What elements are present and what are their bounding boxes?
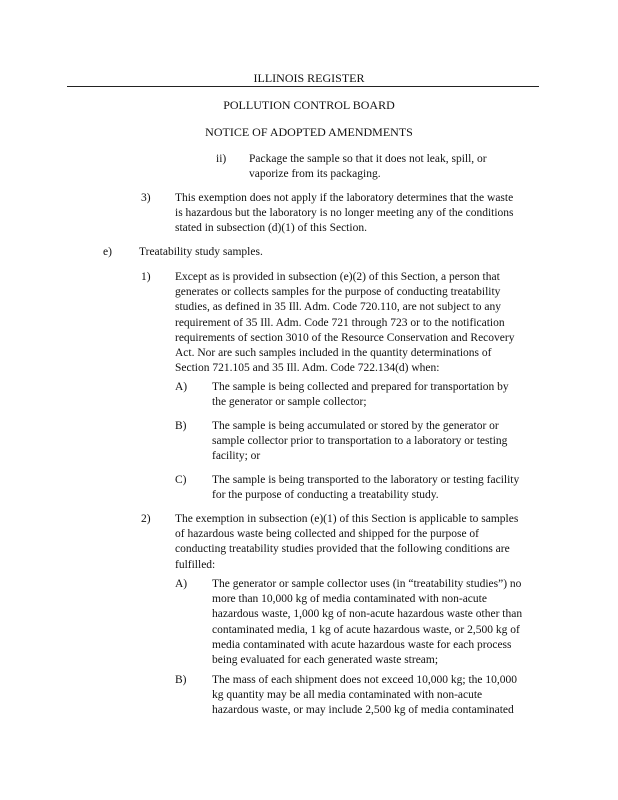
item-text-e: Treatability study samples. (139, 246, 263, 258)
item-text-e1: Except as is provided in subsection (e)(2) of this Section, a person that generates or collects samples for the purpose of conducting treatability studies, as defined in 35 Ill. Adm. Code 720.110, are not subject to any requirement of 35 Ill. Adm. Code 721 through 723 or to the notification requirements of section 3010 of the Resource Conservation and Recovery Act. Nor are such samples included in the quantity determinations of Section 721.105 and 35 Ill. Adm. Code 722.134(d) when: (175, 271, 515, 375)
item-label-3: 3) (141, 192, 151, 204)
item-text-e1a: The sample is being collected and prepared for transportation by the generator or sample collector; (212, 381, 509, 409)
item-label-ii: ii) (216, 153, 227, 165)
item-label-e1b: B) (175, 420, 187, 432)
item-text-e2a: The generator or sample collector uses (in “treatability studies”) no more than 10,000 kg of media contaminated with non-acute hazardous waste, 1,000 kg of non-acute hazardous waste other than contaminated media, 1 kg of acute hazardous waste, or 2,500 kg of media contaminated with acute hazardous waste for each process being evaluated for each generated waste stream; (212, 578, 523, 667)
item-label-e1: 1) (141, 271, 151, 283)
item-label-e2a: A) (175, 578, 188, 590)
header-rule (67, 86, 539, 87)
item-text-e1b: The sample is being accumulated or stored by the generator or sample collector prior to transportation to a laboratory or testing facility; or (212, 420, 508, 463)
item-text-e2: The exemption in subsection (e)(1) of this Section is applicable to samples of hazardous waste being collected and shipped for the purpose of conducting treatability studies provided that the following conditions are fulfilled: (175, 513, 519, 571)
item-label-e2: 2) (141, 513, 151, 525)
notice-heading: NOTICE OF ADOPTED AMENDMENTS (205, 125, 413, 139)
item-text-ii: Package the sample so that it does not leak, spill, or vaporize from its packaging. (249, 153, 487, 181)
item-label-e2b: B) (175, 674, 187, 686)
board-name: POLLUTION CONTROL BOARD (223, 98, 395, 112)
item-text-e2b: The mass of each shipment does not exceed 10,000 kg; the 10,000 kg quantity may be all media contaminated with non-acute hazardous waste, or may include 2,500 kg of media contaminated (212, 674, 517, 717)
item-label-e1c: C) (175, 474, 187, 486)
item-label-e1a: A) (175, 381, 188, 393)
item-text-e1c: The sample is being transported to the laboratory or testing facility for the purpose of conducting a treatability study. (212, 474, 520, 502)
item-text-3: This exemption does not apply if the laboratory determines that the waste is hazardous but the laboratory is no longer meeting any of the conditions stated in subsection (d)(1) of this Section. (175, 192, 514, 235)
item-label-e: e) (103, 246, 112, 258)
register-title: ILLINOIS REGISTER (253, 71, 365, 85)
